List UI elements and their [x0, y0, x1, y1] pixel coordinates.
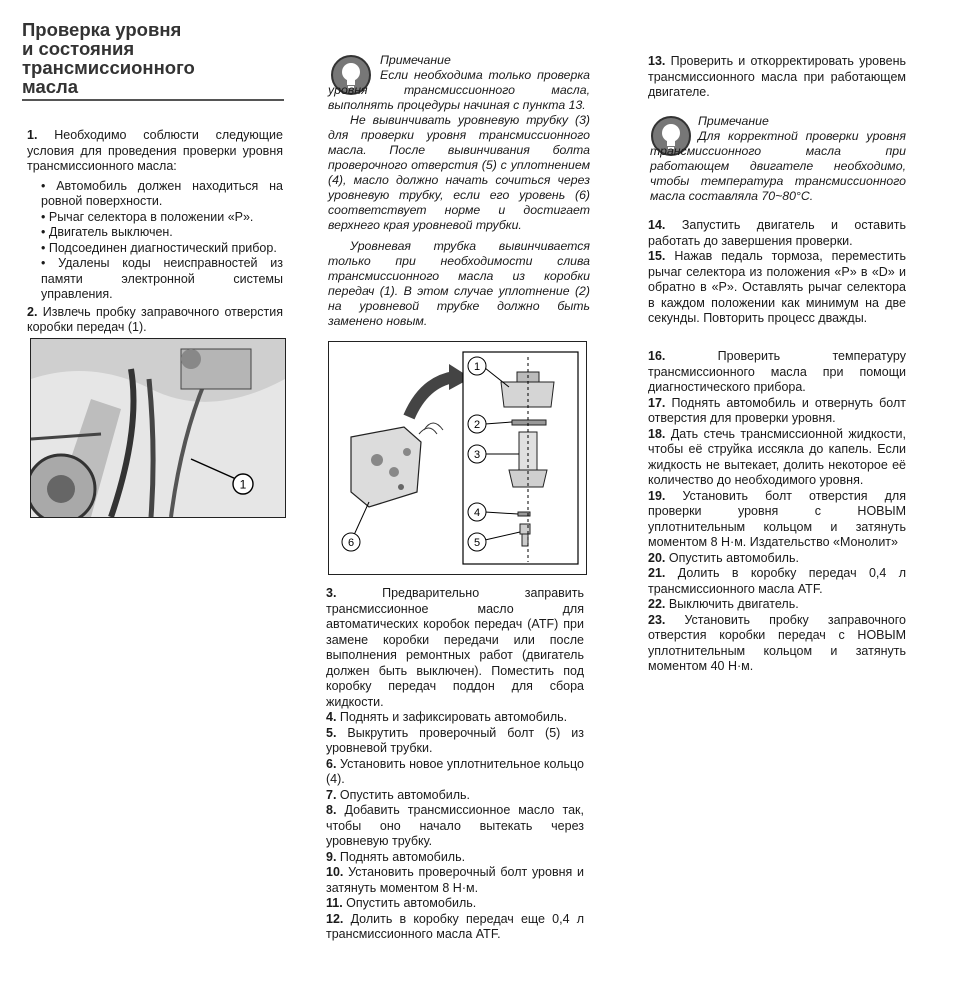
step-text: Проверить и откорректировать уровень трансмиссионного масла при работающем двигателе. — [648, 54, 906, 99]
step-text: Опустить автомобиль. — [346, 896, 477, 910]
step-text: Необходимо соблюсти следующие условия для проведения проверки уровня трансмиссионного масла: — [27, 128, 283, 173]
step-17 — [648, 396, 906, 427]
step-number: 10. — [326, 865, 344, 879]
step-number: 8. — [326, 803, 337, 817]
step-9 — [326, 850, 584, 866]
engine-photo-illustration — [31, 339, 285, 517]
step-1 — [27, 128, 283, 175]
step-text: Проверить температуру трансмиссионного масла при помощи диагностического прибора. — [648, 349, 906, 394]
step-text: Установить болт отверстия для проверки уровня с НОВЫМ уплотнительным кольцом и затянуть моментом 8 Н·м. Издательство «Монолит» — [648, 488, 906, 549]
step-19 — [648, 489, 906, 551]
step-text: Выключить двигатель. — [668, 597, 799, 611]
step-number: 6. — [326, 756, 337, 771]
step-text: Поднять автомобиль. — [339, 849, 466, 864]
step-4 — [326, 710, 584, 726]
step-text: Дать стечь трансмиссионной жидкости, чтобы её струйка иссякла до капель. Если жидкость не вытекает, долить некоторое её количество до необходимого уровня. — [648, 426, 906, 487]
diagram-drawing — [329, 342, 586, 574]
step-text: Установить пробку заправочного отверстия коробки передач с НОВЫМ уплотнительным кольцом и затянуть моментом 40 Н·м. — [648, 612, 906, 673]
step-text: Запустить двигатель и оставить работать до завершения проверки. — [648, 218, 906, 248]
step-text: Поднять автомобиль и отвернуть болт отверстия для проверки уровня. — [648, 395, 906, 425]
column-3-steps-b — [648, 349, 906, 675]
step-number: 14. — [648, 218, 666, 232]
step-3 — [326, 586, 584, 710]
step-16 — [648, 349, 906, 396]
step-number: 17. — [648, 395, 666, 410]
step-23 — [648, 613, 906, 675]
step-number: 19. — [648, 488, 666, 503]
engine-photo — [30, 338, 286, 518]
step-text: Поднять и зафиксировать автомобиль. — [339, 710, 568, 724]
callout-2: 2 — [473, 419, 481, 431]
callout-3: 3 — [473, 449, 481, 461]
step-number: 23. — [648, 612, 666, 627]
step-number: 12. — [326, 911, 344, 926]
step-21 — [648, 566, 906, 597]
step-5 — [326, 726, 584, 757]
title-line-4: масла — [22, 76, 79, 97]
step-number: 18. — [648, 426, 666, 441]
step-8 — [326, 803, 584, 850]
callout-6: 6 — [347, 537, 355, 549]
bullet-item: • Двигатель выключен. — [27, 225, 283, 241]
note-paragraph: Если необходима только проверка уровня трансмиссионного масла, выполнять процедуры начиная с пункта 13. — [328, 68, 590, 112]
title-line-3: трансмиссионного — [22, 57, 195, 78]
callout-1: 1 — [239, 477, 247, 492]
note-heading: Примечание — [380, 53, 451, 67]
step-number: 9. — [326, 849, 337, 864]
bullet-item: • Подсоединен диагностический прибор. — [27, 241, 283, 257]
column-1 — [27, 128, 283, 340]
step-text: Нажав педаль тормоза, переместить рычаг селектора из положения «P» в «D» и обратно в «P». Оставлять рычаг селектора в каждом положении как минимум на две секунды. Повторить процесс дважды. — [648, 249, 907, 325]
step-22 — [648, 597, 906, 613]
step-7 — [326, 788, 584, 804]
note-paragraph: Для корректной проверки уровня трансмиссионного масла при работающем двигателе необходимо, чтобы температура трансмиссионного масла составляла 70~80°C. — [650, 129, 906, 203]
step-18 — [648, 427, 906, 489]
note-paragraph: Не вывинчивать уровневую трубку (3) для проверки уровня трансмиссионного масла. После вывинчивания болта проверочного отверстия (5) с уплотнением (4), масло должно начать сочиться через уровневую трубку, если его уровень (6) соответствует норме и достигает верхнего края уровневой трубки. — [328, 113, 590, 232]
step-number: 4. — [326, 710, 337, 724]
note-paragraph: Уровневая трубка вывинчивается только при необходимости слива трансмиссионного масла из коробки передач (1). В этом случае уплотнение (2) на уровневой трубке должно быть заменено новым. — [328, 239, 590, 328]
step-text: Долить в коробку передач еще 0,4 л трансмиссионного масла ATF. — [326, 911, 584, 941]
bullet-item: • Автомобиль должен находиться на ровной поверхности. — [27, 179, 283, 210]
step-2 — [27, 305, 283, 336]
step-10 — [326, 865, 584, 896]
note-heading: Примечание — [698, 114, 769, 128]
step-number: 11. — [326, 896, 343, 910]
callout-5: 5 — [473, 537, 481, 549]
column-3-steps-a — [648, 218, 906, 327]
bullet-item: • Удалены коды неисправностей из памяти электронной системы управления. — [27, 256, 283, 303]
step-number: 21. — [648, 566, 666, 580]
step-number: 22. — [648, 597, 666, 611]
note-2 — [650, 114, 906, 204]
step-number: 1. — [27, 128, 38, 142]
step-number: 20. — [648, 550, 666, 565]
step-text: Долить в коробку передач 0,4 л трансмиссионного масла ATF. — [648, 566, 906, 596]
step-number: 16. — [648, 349, 666, 363]
page-title — [22, 20, 262, 96]
step-6 — [326, 757, 584, 788]
step-14 — [648, 218, 906, 249]
step-number: 3. — [326, 586, 337, 600]
step-text: Опустить автомобиль. — [339, 787, 471, 802]
level-tube-diagram — [328, 341, 587, 575]
step-text: Добавить трансмиссионное масло так, чтобы оно начало вытекать через уровневую трубку. — [326, 803, 584, 848]
title-rule — [22, 99, 284, 101]
column-2-steps — [326, 586, 584, 943]
bullet-item: • Рычаг селектора в положении «P». — [27, 210, 283, 226]
callout-1: 1 — [473, 361, 481, 373]
step-number: 15. — [648, 249, 666, 263]
step-12 — [326, 912, 584, 943]
step-text: Установить проверочный болт уровня и затянуть моментом 8 Н·м. — [326, 865, 584, 895]
step-20 — [648, 551, 906, 567]
step-text: Опустить автомобиль. — [668, 550, 799, 565]
note-1 — [328, 53, 590, 329]
step-number: 5. — [326, 725, 337, 740]
step-number: 7. — [326, 787, 337, 802]
title-line-1: Проверка уровня — [22, 19, 182, 40]
step-number: 2. — [27, 304, 38, 319]
title-line-2: и состояния — [22, 38, 135, 59]
step-text: Извлечь пробку заправочного отверстия коробки передач (1). — [27, 304, 283, 334]
step-15 — [648, 249, 906, 327]
step-13 — [648, 54, 906, 101]
step-text: Установить новое уплотнительное кольцо (4). — [326, 756, 584, 786]
step-text: Выкрутить проверочный болт (5) из уровневой трубки. — [326, 725, 585, 755]
callout-4: 4 — [473, 507, 481, 519]
step-number: 13. — [648, 54, 666, 68]
step-text: Предварительно заправить трансмиссионное масло для автоматических коробок передач (ATF) при замене коробки передачи или после выполнения ремонтных работ (двигатель должен быть выключен). Поместить под коробку передач поддон для сбора жидкости. — [326, 586, 584, 709]
step-11 — [326, 896, 584, 912]
